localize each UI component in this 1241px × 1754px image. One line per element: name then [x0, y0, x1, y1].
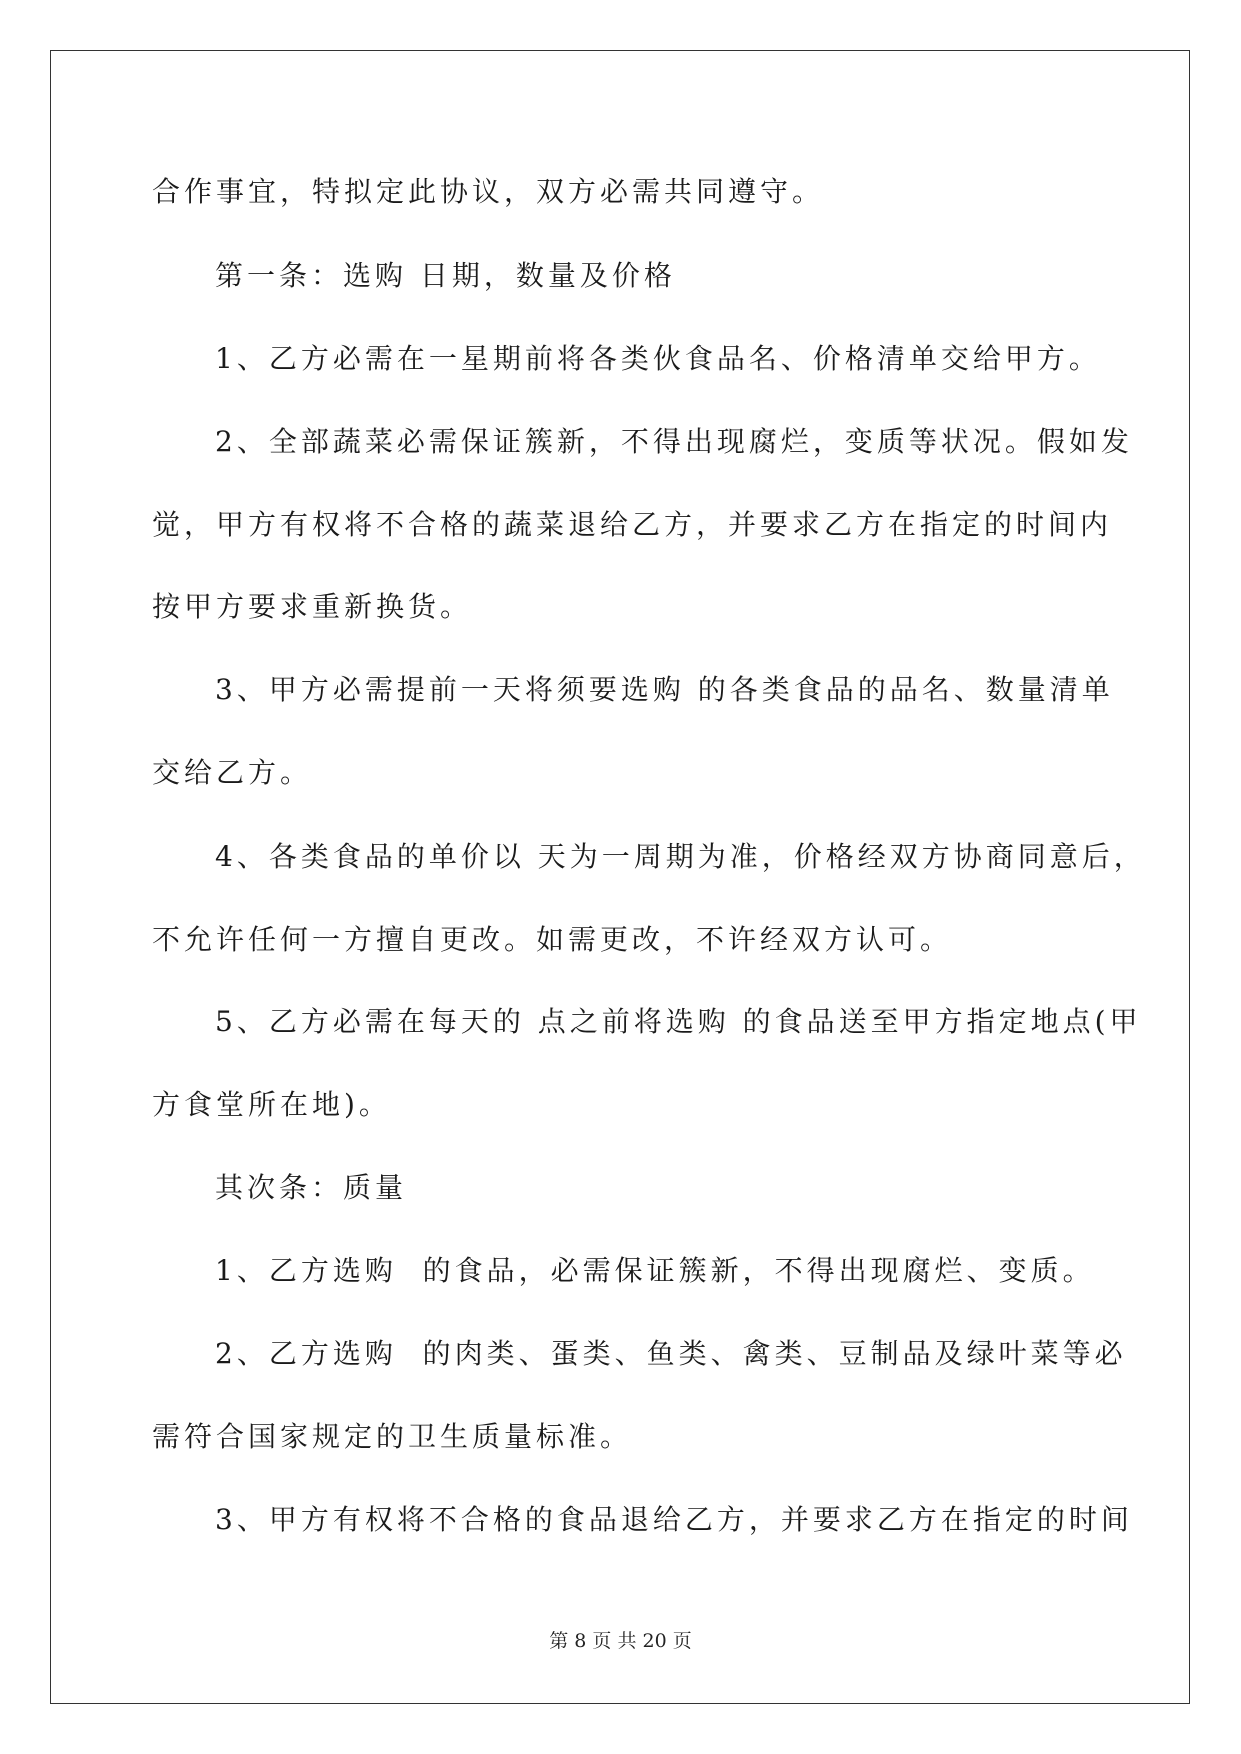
- paragraph-line: 合作事宜，特拟定此协议，双方必需共同遵守。: [152, 175, 825, 208]
- paragraph-line: 3、甲方必需提前一天将须要选购 的各类食品的品名、数量清单: [215, 673, 1114, 706]
- paragraph-line: 2、乙方选购 的肉类、蛋类、鱼类、禽类、豆制品及绿叶菜等必: [215, 1337, 1127, 1370]
- paragraph-line: 5、乙方必需在每天的 点之前将选购 的食品送至甲方指定地点(甲: [215, 1005, 1142, 1038]
- section-heading: 第一条：选购 日期，数量及价格: [215, 259, 676, 292]
- paragraph-line: 方食堂所在地)。: [152, 1088, 391, 1121]
- section-heading: 其次条：质量: [215, 1171, 408, 1204]
- paragraph-line: 1、乙方选购 的食品，必需保证簇新，不得出现腐烂、变质。: [215, 1254, 1095, 1287]
- paragraph-line: 1、乙方必需在一星期前将各类伙食品名、价格清单交给甲方。: [215, 342, 1101, 375]
- paragraph-line: 觉，甲方有权将不合格的蔬菜退给乙方，并要求乙方在指定的时间内: [152, 508, 1113, 541]
- paragraph-line: 不允许任何一方擅自更改。如需更改，不许经双方认可。: [152, 923, 953, 956]
- paragraph-line: 按甲方要求重新换货。: [152, 590, 473, 623]
- paragraph-line: 3、甲方有权将不合格的食品退给乙方，并要求乙方在指定的时间: [215, 1503, 1133, 1536]
- paragraph-line: 需符合国家规定的卫生质量标准。: [152, 1420, 633, 1453]
- paragraph-line: 4、各类食品的单价以 天为一周期为准，价格经双方协商同意后，: [215, 840, 1146, 873]
- paragraph-line: 2、全部蔬菜必需保证簇新，不得出现腐烂，变质等状况。假如发: [215, 425, 1133, 458]
- paragraph-line: 交给乙方。: [152, 756, 313, 789]
- page-number-footer: 第 8 页 共 20 页: [549, 1630, 692, 1652]
